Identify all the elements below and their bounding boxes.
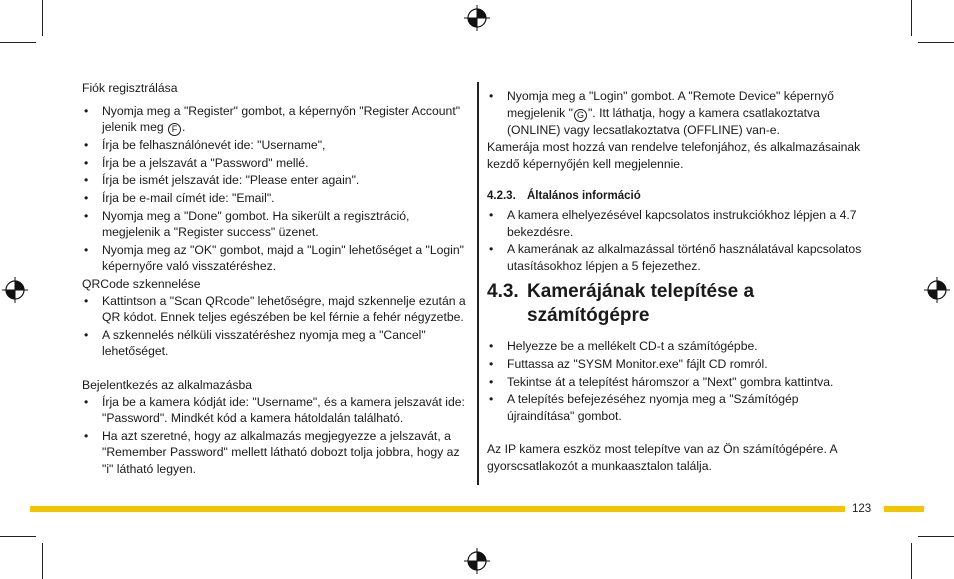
registration-mark-top-icon: [463, 4, 491, 32]
list-item: • Helyezze be a mellékelt CD-t a számítógépbe.: [487, 338, 867, 355]
register-list: [82, 103, 470, 275]
list-item: • Ha azt szeretné, hogy az alkalmazás megjegyezze a jelszavát, a "Remember Password" mellett látható dobozt tolja jobbra, hogy az "i" látható legyen.: [82, 428, 470, 478]
button-g-icon: G: [574, 109, 587, 122]
crop-mark-bottom-right-v: [911, 543, 912, 579]
list-item: • Futtassa az "SYSM Monitor.exe" fájlt CD romról.: [487, 356, 867, 373]
crop-mark-bottom-left-v: [42, 543, 43, 579]
list-item: • Kattintson a "Scan QRcode" lehetőségre, majd szkennelje ezután a QR kódot. Ennek teljes egészében be kel férnie a fehér négyzetbe.: [82, 293, 470, 326]
section-heading: [487, 280, 867, 328]
footer-bar-left: [30, 506, 845, 512]
list-item: • Írja be e-mail címét ide: "Email".: [82, 190, 470, 207]
list-item: • Nyomja meg az "OK" gombot, majd a "Login" lehetőséget a "Login" képernyőre való visszatéréshez.: [82, 242, 470, 275]
heading-qr: QRCode szkennelése: [82, 276, 201, 291]
added-text: Kamerája most hozzá van rendelve telefonjához, és alkalmazásainak kezdő képernyőjén kell megjelennie.: [487, 140, 861, 171]
general-info-list: [487, 207, 867, 274]
list-item: • Nyomja meg a "Register" gombot, a képernyőn "Register Account" jelenik meg F .: [82, 103, 470, 137]
registration-mark-left-icon: [1, 276, 29, 304]
login-list: [82, 394, 470, 478]
crop-mark-top-left-h: [0, 42, 36, 43]
list-item: • Írja be ismét jelszavát ide: "Please enter again".: [82, 172, 470, 189]
crop-mark-top-left-v: [42, 0, 43, 36]
login-continued-list: [487, 88, 867, 138]
closing-text: Az IP kamera eszköz most telepítve van az Ön számítógépére. A gyorscsatlakozót a munkaasztalon találja.: [487, 442, 837, 473]
list-item: • Nyomja meg a "Login" gombot. A "Remote Device" képernyő megjelenik " G ". Itt láthatja, hogy a kamera csatlakoztatva (ONLINE) vagy lecsatlakoztatva (OFFLINE) van-e.: [487, 88, 867, 138]
list-item: • A szkennelés nélküli visszatéréshez nyomja meg a "Cancel" lehetőséget.: [82, 327, 470, 360]
crop-mark-top-right-h: [918, 42, 954, 43]
qr-list: [82, 293, 470, 360]
list-item: • Írja be a kamera kódját ide: "Username", és a kamera jelszavát ide: "Password". Mindkét kód a kamera hátoldalán található.: [82, 394, 470, 427]
list-item: • Nyomja meg a "Done" gombot. Ha sikerült a regisztráció, megjelenik a "Register success" üzenet.: [82, 208, 470, 241]
crop-mark-bottom-right-h: [918, 536, 954, 537]
section-title: Kamerájának telepítése a számítógépre: [527, 281, 755, 327]
subsection-heading: 4.2.3. Általános információ: [487, 190, 641, 203]
section-number: 4.3.: [487, 281, 519, 303]
button-f-icon: F: [168, 123, 181, 136]
column-divider: [477, 82, 479, 485]
list-item: • Írja be felhasználónevét ide: "Username",: [82, 137, 470, 154]
registration-mark-right-icon: [923, 276, 951, 304]
list-item: • A kamera elhelyezésével kapcsolatos instrukciókhoz lépjen a 4.7 bekezdésre.: [487, 207, 867, 240]
heading-login: Bejelentkezés az alkalmazásba: [82, 377, 253, 392]
list-item: • Írja be a jelszavát a "Password" mellé.: [82, 155, 470, 172]
crop-mark-top-right-v: [911, 0, 912, 36]
left-column: [82, 80, 470, 478]
crop-mark-bottom-left-h: [0, 536, 36, 537]
list-item: • A telepítés befejezéséhez nyomja meg a "Számítógép újraindítása" gombot.: [487, 391, 867, 424]
list-item: • Tekintse át a telepítést háromszor a "Next" gombra kattintva.: [487, 374, 867, 391]
right-column: [487, 88, 867, 475]
install-list: [487, 338, 867, 424]
list-item: • A kamerának az alkalmazással történő használatával kapcsolatos utasításokhoz lépjen a 5 fejezethez.: [487, 241, 867, 274]
footer-bar-right: [884, 506, 924, 512]
registration-mark-bottom-icon: [463, 547, 491, 575]
page-number: 123: [852, 503, 872, 515]
heading-register: Fiók regisztrálása: [82, 81, 178, 95]
